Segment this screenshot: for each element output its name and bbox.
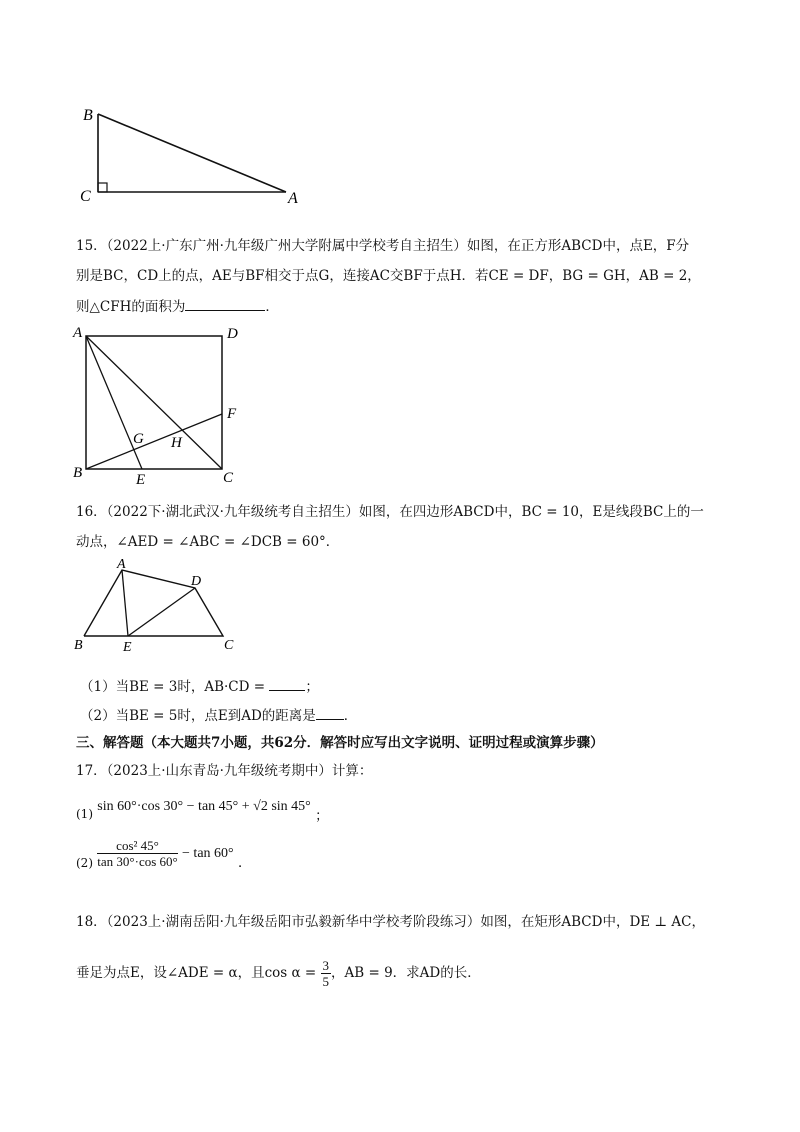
- label-E: E: [136, 472, 146, 487]
- label-A: A: [73, 325, 83, 341]
- q17-part2-rest: − tan 60°: [182, 846, 234, 861]
- q14-triangle-figure: [70, 100, 310, 210]
- label-B: B: [74, 638, 83, 653]
- q17-part2-number: (2): [76, 856, 93, 870]
- q17-part1-expression: sin 60°·cos 30° − tan 45° + √2 sin 45°: [97, 799, 311, 814]
- right-angle-mark: [98, 183, 107, 192]
- q15-square-figure: [70, 322, 250, 487]
- label-D: D: [227, 326, 238, 342]
- label-G: G: [133, 431, 144, 447]
- label-A: A: [288, 190, 298, 207]
- q18-line2-rest: ，AB = 9．求AD的长．: [331, 965, 481, 981]
- q16-sub1-text: （1）当BE = 3时，AB·CD =: [80, 679, 270, 695]
- q16-quadrilateral-figure: [70, 555, 250, 655]
- section-3-heading: 三、解答题（本大题共7小题，共62分．解答时应写出文字说明、证明过程或演算步骤）: [76, 735, 604, 751]
- q16-sub1: [80, 676, 319, 697]
- q16-sub2-text: （2）当BE = 5时，点E到AD的距离是: [80, 708, 316, 724]
- label-C: C: [223, 470, 234, 486]
- q17-fraction-denominator: tan 30°·cos 60°: [97, 854, 178, 869]
- q16-sub1-end: ；: [305, 679, 319, 695]
- q16-sub2-end: ．: [343, 708, 358, 724]
- q16-sub2: [80, 705, 357, 726]
- q15-question-text: 则△CFH的面积为: [76, 299, 186, 315]
- q18-fraction-numerator: 3: [322, 958, 330, 973]
- q15-answer-blank[interactable]: [185, 296, 265, 311]
- label-C: C: [80, 188, 91, 205]
- q18-line1: 18．（2023上·湖南岳阳·九年级岳阳市弘毅新华中学校考阶段练习）如图，在矩形ABCD中，DE ⊥ AC，: [76, 914, 705, 930]
- q17-part1-end: ；: [315, 808, 329, 824]
- q16-sub2-blank[interactable]: [316, 705, 344, 720]
- segment-AC: [86, 336, 222, 469]
- q17-part2-fraction: [97, 838, 177, 869]
- q17-part1: [76, 796, 329, 824]
- q16-line1: 16．（2022下·湖北武汉·九年级统考自主招生）如图，在四边形ABCD中，BC = 10，E是线段BC上的一: [76, 504, 704, 520]
- q18-cos-fraction: [321, 958, 332, 989]
- label-B: B: [73, 465, 83, 481]
- segment-AE: [122, 570, 128, 636]
- q18-line2-text: 垂足为点E，设∠ADE = α，且cos α =: [76, 965, 321, 981]
- label-C: C: [224, 638, 234, 653]
- q18-line2: [76, 958, 481, 989]
- q15-line2: 别是BC，CD上的点，AE与BF相交于点G，连接AC交BF于点H．若CE = DF，BG = GH，AB = 2，: [76, 268, 701, 284]
- segment-AB: [98, 114, 286, 192]
- q16-line2: 动点，∠AED = ∠ABC = ∠DCB = 60°．: [76, 534, 340, 550]
- q17-line1: 17．（2023上·山东青岛·九年级统考期中）计算：: [76, 763, 373, 779]
- label-H: H: [171, 435, 182, 451]
- label-D: D: [191, 574, 202, 589]
- segment-ED: [128, 588, 195, 636]
- quadrilateral-ABCD: [84, 570, 223, 636]
- label-E: E: [123, 640, 132, 655]
- q15-end-mark: ．: [265, 299, 279, 315]
- q17-part1-number: (1): [76, 807, 93, 821]
- label-F: F: [227, 406, 237, 422]
- q18-fraction-denominator: 5: [322, 974, 330, 989]
- q17-part2-end: ．: [237, 855, 252, 871]
- q17-fraction-numerator: cos² 45°: [97, 838, 177, 854]
- label-B: B: [83, 107, 93, 124]
- q15-line1: 15．（2022上·广东广州·九年级广州大学附属中学校考自主招生）如图，在正方形ABCD中，点E，F分: [76, 238, 690, 254]
- q17-part2: [76, 838, 251, 869]
- q15-line3: [76, 296, 279, 317]
- q16-sub1-blank[interactable]: [269, 676, 305, 691]
- segment-BF: [86, 414, 222, 469]
- label-A: A: [117, 557, 126, 572]
